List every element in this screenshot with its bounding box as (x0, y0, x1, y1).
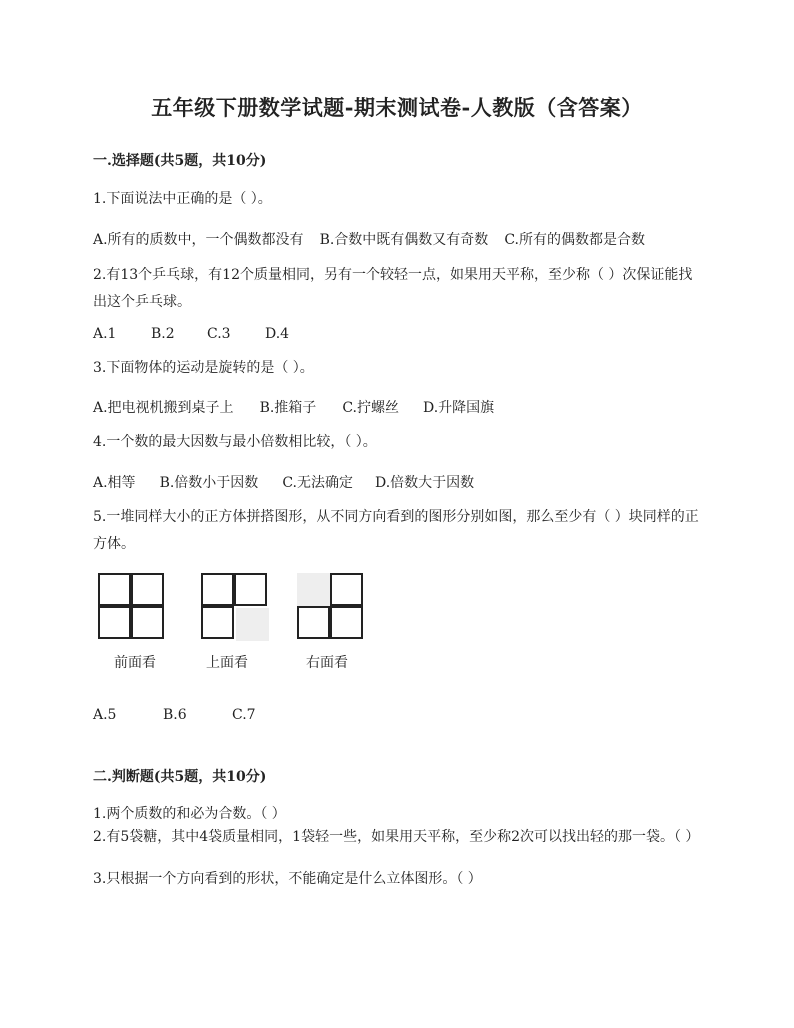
option-a: A.所有的质数中，一个偶数都没有 (93, 232, 304, 248)
question-1-options (93, 229, 645, 249)
question-2: 2.有13个乒乓球，有12个质量相同，另有一个较轻一点，如果用天平称，至少称（ ）次保证能找出这个乒乓球。 (93, 267, 693, 310)
option-d: D.4 (265, 326, 290, 342)
section-heading-choice: 一.选择题(共5题，共10分) (93, 153, 267, 169)
option-a: A.相等 (93, 475, 136, 491)
question-1: 1.下面说法中正确的是（ ）。 (93, 191, 272, 207)
option-b: B.2 (151, 326, 175, 342)
option-c: C.所有的偶数都是合数 (504, 232, 645, 248)
front-view-label: 前面看 (114, 655, 156, 671)
section-heading-judge: 二.判断题(共5题，共10分) (93, 769, 267, 785)
top-view-figure (201, 573, 271, 643)
judge-question-2: 2.有5袋糖，其中4袋质量相同，1袋轻一些，如果用天平称，至少称2次可以找出轻的那一袋。（ ） (93, 829, 700, 845)
right-view-figure (297, 573, 367, 643)
figure-square (330, 573, 363, 606)
figure-square (98, 606, 131, 639)
figure-square (234, 573, 267, 606)
option-c: C.无法确定 (282, 475, 353, 491)
question-5: 5.一堆同样大小的正方体拼搭图形，从不同方向看到的图形分别如图，那么至少有（ ）块同样的正方体。 (93, 509, 699, 552)
empty-cell (297, 573, 330, 606)
top-view-label: 上面看 (206, 655, 248, 671)
option-a: A.1 (93, 326, 117, 342)
front-view-figure (98, 573, 168, 643)
option-d: D.升降国旗 (422, 400, 495, 416)
right-view-label: 右面看 (306, 655, 348, 671)
figure-square (297, 606, 330, 639)
option-b: B.倍数小于因数 (159, 475, 259, 491)
question-4: 4.一个数的最大因数与最小倍数相比较，（ ）。 (93, 434, 377, 450)
option-b: B.6 (163, 707, 187, 723)
question-4-options (93, 472, 474, 492)
figure-square (131, 573, 164, 606)
option-c: C.拧螺丝 (342, 400, 399, 416)
option-a: A.把电视机搬到桌子上 (93, 400, 234, 416)
figure-square (98, 573, 131, 606)
option-d: D.倍数大于因数 (374, 475, 475, 491)
figure-square (330, 606, 363, 639)
option-c: C.7 (232, 707, 256, 723)
option-a: A.5 (93, 707, 117, 723)
question-3-options (93, 397, 494, 417)
figure-square (131, 606, 164, 639)
question-3: 3.下面物体的运动是旋转的是（ ）。 (93, 360, 314, 376)
option-b: B.合数中既有偶数又有奇数 (319, 232, 489, 248)
empty-cell (236, 608, 269, 641)
judge-question-3: 3.只根据一个方向看到的形状，不能确定是什么立体图形。（ ） (93, 871, 482, 887)
judge-question-1: 1.两个质数的和必为合数。（ ） (93, 806, 286, 822)
page-title: 五年级下册数学试题-期末测试卷-人教版（含答案） (151, 95, 643, 120)
question-2-options (93, 326, 289, 342)
figure-square (201, 573, 234, 606)
figure-square (201, 606, 234, 639)
option-c: C.3 (207, 326, 231, 342)
option-b: B.推箱子 (259, 400, 317, 416)
question-5-options (93, 707, 256, 723)
